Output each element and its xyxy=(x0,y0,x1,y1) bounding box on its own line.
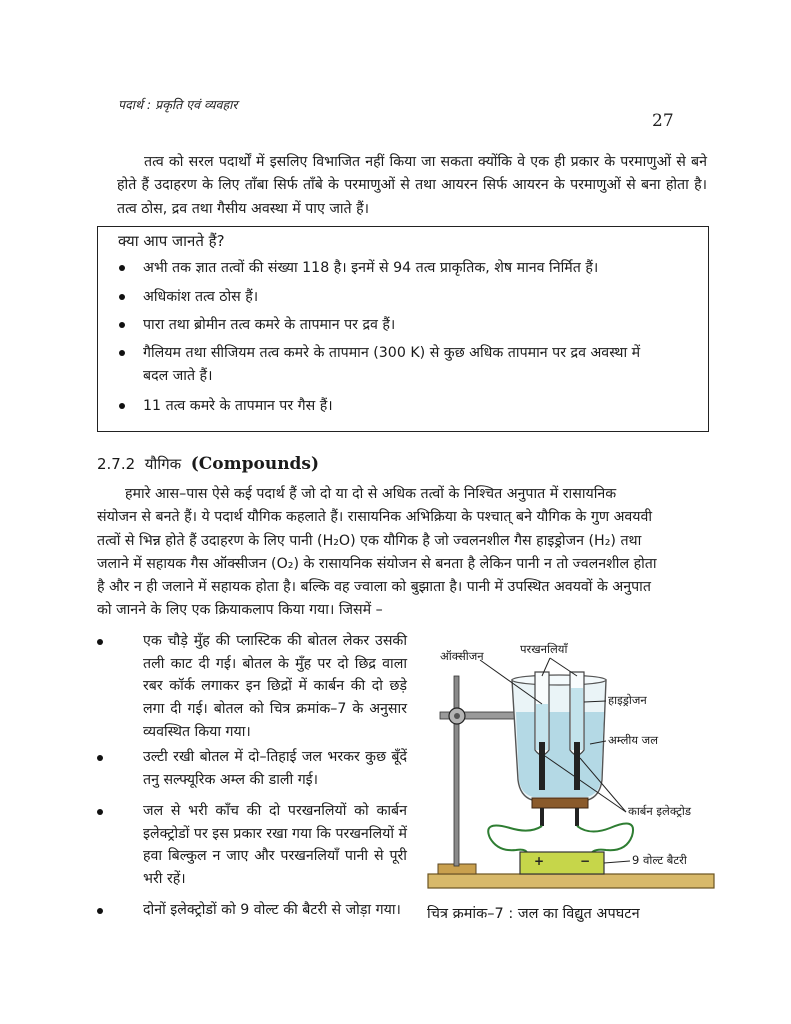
label-acidic-water: अम्लीय जल xyxy=(608,733,659,747)
activity-item: दोनों इलेक्ट्रोडों को 9 वोल्ट की बैटरी से जोड़ा गया। xyxy=(97,899,417,947)
carbon-electrode-left xyxy=(539,742,545,790)
wooden-base xyxy=(428,874,714,888)
bullet-icon xyxy=(97,639,103,645)
label-hydrogen: हाइड्रोजन xyxy=(608,693,647,707)
bullet-icon xyxy=(97,755,103,761)
compounds-line: जलाने में सहायक गैस ऑक्सीजन (O₂) के रासायनिक संयोजन से बनता है लेकिन पानी न तो ज्वलनशील होता xyxy=(97,556,657,572)
battery-negative-sign: − xyxy=(580,854,591,868)
section-title-hindi: यौगिक xyxy=(144,455,182,473)
bullet-icon xyxy=(97,908,103,914)
activity-item: उल्टी रखी बोतल में दो–तिहाई जल भरकर कुछ बूँदें तनु सल्फ्यूरिक अम्ल की डाली गई। xyxy=(97,746,417,794)
running-header: पदार्थ : प्रकृति एवं व्यवहार xyxy=(118,97,238,112)
know-item-continuation: बदल जाते हैं। xyxy=(143,368,213,384)
label-oxygen: ऑक्सीजन xyxy=(440,649,484,663)
battery xyxy=(520,852,604,874)
intro-paragraph: तत्व को सरल पदार्थों में इसलिए विभाजित नहीं किया जा सकता क्योंकि वे एक ही प्रकार के परमाणुओं से बने होते हैं उदाहरण के लिए ताँबा सिर्फ ताँबे के परमाणुओं से तथा आयरन सिर्फ आयरन के परमाणुओं से बना होता है। तत्व ठोस, द्रव तथा गैसीय अवस्था में पाए जाते हैं। xyxy=(117,154,707,217)
bullet-icon xyxy=(119,294,125,300)
bullet-icon xyxy=(119,403,125,409)
compounds-line: हमारे आस–पास ऐसे कई पदार्थ हैं जो दो या दो से अधिक तत्वों के निश्चित अनुपात में रासायनिक xyxy=(125,486,617,502)
compounds-line: संयोजन से बनते हैं। ये पदार्थ यौगिक कहलाते हैं। रासायनिक अभिक्रिया के पश्चात् बने यौगिक के गुण अवयवी xyxy=(97,509,653,525)
compounds-line: को जानने के लिए एक क्रियाकलाप किया गया। जिसमें – xyxy=(97,602,383,618)
did-you-know-title: क्या आप जानते हैं? xyxy=(118,232,225,250)
compounds-line: है और न ही जलाने में सहायक होता है। बल्कि वह ज्वाला को बुझाता है। पानी में उपस्थित अवयवों के अनुपात xyxy=(97,579,651,595)
label-test-tubes: परखनलियाँ xyxy=(520,642,568,656)
bullet-icon xyxy=(97,809,103,815)
section-title-english: (Compounds) xyxy=(190,454,320,474)
page-number: 27 xyxy=(652,111,674,131)
know-item: 11 तत्व कमरे के तापमान पर गैस हैं। xyxy=(119,394,699,418)
bullet-icon xyxy=(119,265,125,271)
label-carbon-electrode: कार्बन इलेक्ट्रोड xyxy=(628,804,692,818)
bullet-icon xyxy=(119,322,125,328)
rubber-cork xyxy=(532,798,588,808)
battery-positive-sign: + xyxy=(534,854,545,868)
carbon-electrode-right xyxy=(574,742,580,790)
know-item: अभी तक ज्ञात तत्वों की संख्या 118 है। इनमें से 94 तत्व प्राकृतिक, शेष मानव निर्मित हैं। xyxy=(119,256,699,280)
section-number: 2.7.2 xyxy=(97,455,136,473)
know-item: अधिकांश तत्व ठोस हैं। xyxy=(119,285,699,309)
know-item: पारा तथा ब्रोमीन तत्व कमरे के तापमान पर द्रव हैं। xyxy=(119,313,699,337)
stand-rod xyxy=(454,676,459,866)
label-battery: 9 वोल्ट बैटरी xyxy=(632,853,687,867)
section-heading xyxy=(97,454,319,474)
know-item: गैलियम तथा सीजियम तत्व कमरे के तापमान (300 K) से कुछ अधिक तापमान पर द्रव अवस्था में xyxy=(119,341,699,365)
wire-right xyxy=(577,824,633,857)
figure-caption: चित्र क्रमांक–7 : जल का विद्युत अपघटन xyxy=(427,906,640,922)
compounds-line: तत्वों से भिन्न होते हैं उदाहरण के लिए पानी (H₂O) एक यौगिक है जो ज्वलनशील गैस हाइड्रोजन (H₂) तथा xyxy=(97,533,642,549)
activity-item: जल से भरी काँच की दो परखनलियों को कार्बन इलेक्ट्रोडों पर इस प्रकार रखा गया कि परखनलियों में हवा बिल्कुल न जाए और परखनलियाँ पानी से पूरी भरी रहें। xyxy=(97,800,417,895)
acidic-water xyxy=(516,712,604,797)
activity-item: एक चौड़े मुँह की प्लास्टिक की बोतल लेकर उसकी तली काट दी गई। बोतल के मुँह पर दो छिद्र वाला रबर कॉर्क लगाकर इन छिद्रों में कार्बन की दो छड़े लगा दी गई। बोतल को चित्र क्रमांक–7 के अनुसार व्यवस्थित किया गया। xyxy=(97,630,417,745)
bullet-icon xyxy=(119,350,125,356)
